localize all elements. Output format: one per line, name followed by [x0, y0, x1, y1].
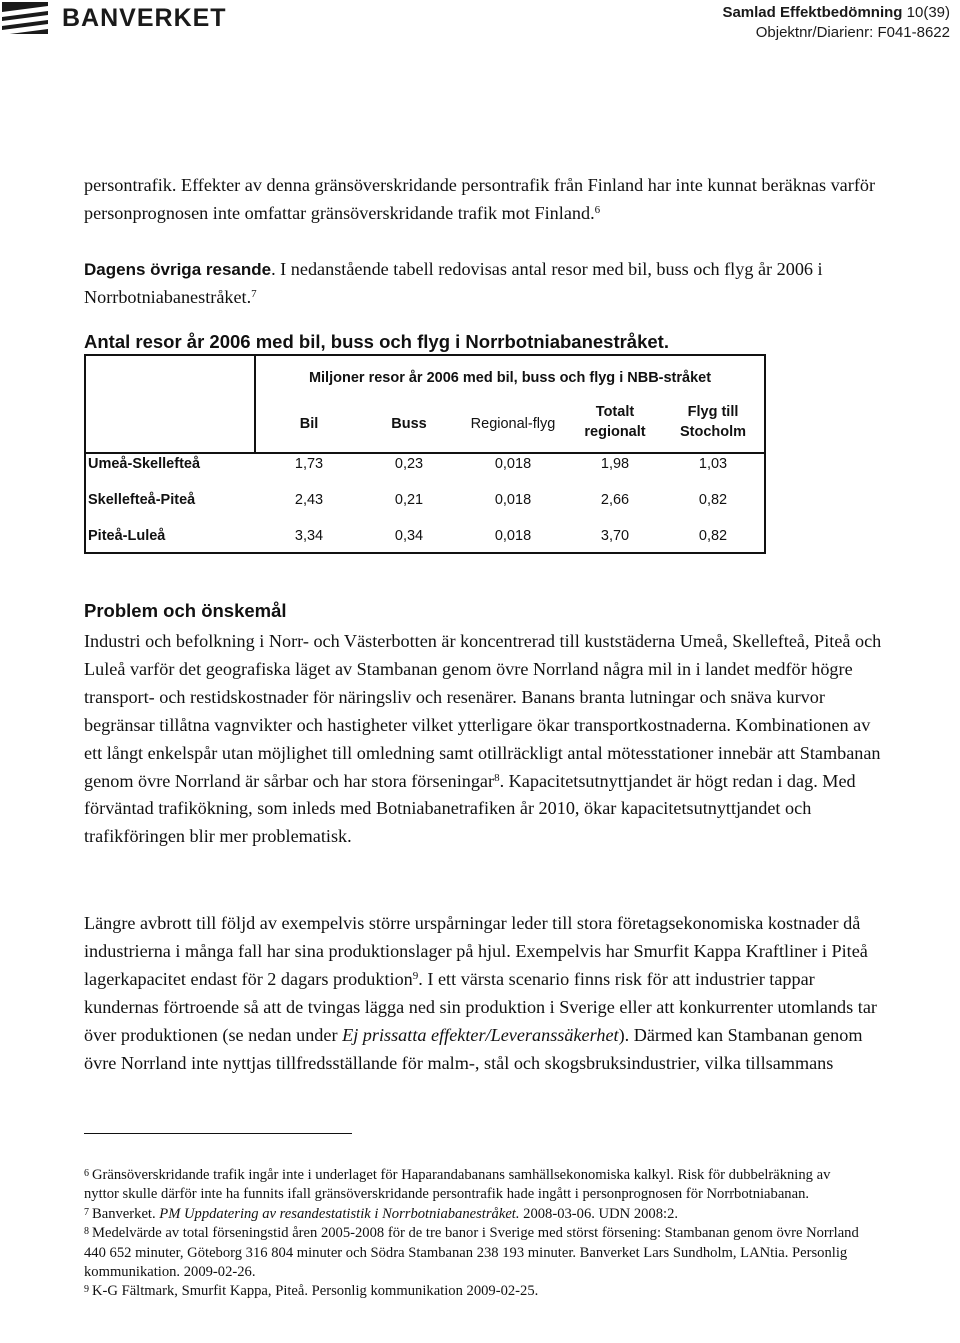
footnotes: [84, 1166, 864, 1302]
paragraph-avbrott: [84, 910, 884, 1077]
footnote-text: 2008-03-06. UDN 2008:2.: [519, 1205, 679, 1222]
footnote-8: [84, 1224, 864, 1282]
table-cell: 3,34: [294, 528, 324, 544]
doc-title: Samlad Effektbedömning: [722, 4, 903, 21]
table-cell: 2,66: [600, 492, 630, 508]
col-header-bil: Bil: [299, 416, 319, 432]
paragraph-intro: [84, 172, 884, 228]
row-label: Umeå-Skellefteå: [88, 456, 201, 472]
footnote-ref-8[interactable]: 8: [494, 771, 500, 784]
para1-text: persontrafik. Effekter av denna gränsöverskridande persontrafik från Finland har inte kunnat beräknas varför personprognosen inte omfattar gränsöverskridande trafik mot Finland.: [84, 175, 876, 223]
para3-text-b: . Kapacitetsutnyttjandet är högt redan i dag. Med förväntad trafikökning, som inleds med Botniabanetrafiken år 2010, ökar kapacitetsutnyttjandet och trafikföringen blir mer problematisk.: [84, 770, 856, 847]
logo-text: BANVERKET: [62, 4, 227, 32]
footnote-9: [84, 1282, 864, 1301]
table-cell: 2,43: [294, 492, 324, 508]
footnote-text: Gränsöverskridande trafik ingår inte i underlaget för Haparandabanans samhällsekonomiska kalkyl. Risk för dubbelräkning av nyttor skulle därför inte ha funnits ifall gränsöverskridande persontrafik hade ingått i personprognosen för Norrbotniabanan.: [84, 1167, 831, 1203]
footnote-ref-7[interactable]: 7: [251, 287, 257, 300]
table-cell: 0,34: [394, 528, 424, 544]
footnote-number: 7: [84, 1206, 89, 1218]
section-heading: Problem och önskemål: [84, 600, 287, 621]
banverket-logo-icon: [2, 2, 48, 34]
col-header-buss: Buss: [391, 416, 427, 432]
footnote-text: Medelvärde av total förseningstid åren 2005-2008 för de tre banor i Sverige med störst försening: Stambanan genom övre Norrland 440 652 minuter, Göteborg 316 804 minuter och Södra Stambanan 238 193 minuter. Banverket Lars Sundholm, LANtia. Personlig kommunikation. 2009-02-26.: [84, 1225, 859, 1281]
table-cell: 1,03: [698, 456, 728, 472]
footnote-italic: PM Uppdatering av resandestatistik i Norrbotniabanestråket.: [159, 1205, 520, 1222]
para4-text-c: ). Därmed kan Stambanan genom övre Norrland inte nyttjas tillfredsställande för malm-, stål och skogsbruksindustrier, vilka tillsammans: [84, 1024, 863, 1073]
paragraph-dagens-resande: [84, 256, 884, 312]
travel-table: [84, 354, 766, 554]
table-cell: 0,018: [494, 456, 532, 472]
col-header-totalt: Totalt regionalt: [584, 404, 646, 440]
document-header: [722, 3, 950, 43]
banverket-logo: [0, 0, 230, 38]
footnote-ref-9[interactable]: 9: [412, 969, 419, 982]
table-cell: 0,018: [494, 492, 532, 508]
footnote-number: 9: [84, 1284, 89, 1296]
para4-text-a: Längre avbrott till följd av exempelvis större urspårningar leder till stora företagsekonomiska kostnader då industrierna i många fall har sina produktionslager på hjul. Exempelvis har Smurfit Kappa Kraftliner i Piteå lagerkapacitet endast för 2 dagars produktion: [84, 913, 868, 989]
table-cell: 3,70: [600, 528, 630, 544]
row-label: Skellefteå-Piteå: [88, 492, 196, 508]
table-cell: 0,82: [698, 492, 728, 508]
para4-italic: Ej prissatta effekter/Leveranssäkerhet: [342, 1024, 619, 1045]
para2-text: . I nedanstående tabell redovisas antal resor med bil, buss och flyg år 2006 i Norrbotniabanestråket.: [84, 259, 823, 307]
table-cell: 0,21: [394, 492, 424, 508]
col-header-flyg-stockholm: Flyg till Stocholm: [679, 404, 747, 440]
footnote-number: 6: [84, 1168, 89, 1179]
table-cell: 0,23: [394, 456, 424, 472]
table-cell: 1,98: [600, 456, 630, 472]
row-label: Piteå-Luleå: [88, 528, 166, 544]
para2-bold: Dagens övriga resande: [84, 260, 272, 279]
table-divider-horizontal: [86, 452, 764, 454]
paragraph-problem: [84, 628, 884, 851]
footnote-text: K-G Fältmark, Smurfit Kappa, Piteå. Personlig kommunikation 2009-02-25.: [92, 1283, 539, 1300]
table-title: Miljoner resor år 2006 med bil, buss och flyg i NBB-stråket: [308, 370, 712, 386]
footnote-separator: [84, 1133, 352, 1134]
footnote-text: Banverket.: [92, 1205, 160, 1222]
table-cell: 0,82: [698, 528, 728, 544]
para4-text-b: . I ett värsta scenario finns risk för att industrier tappar kundernas förtroende så att de tvingas lägga ned sin produktion i Sverige eller att konkurrenter utomlands tar över produktionen (se nedan under: [84, 968, 877, 1045]
para3-text-a: Industri och befolkning i Norr- och Västerbotten är koncentrerad till kuststäderna Umeå, Skellefteå, Piteå och Luleå varför det geografiska läget av Stambanan genom övre Norrland några mil in i landet medför högre transport- och restidskostnader för näringsliv och resenärer. Banans branta lutningar och snäva kurvor begränsar tillåtna vagnvikter och hastigheter vilket ytterligare ökar transportkostnaderna. Kombinationen av ett långt enkelspår utan möjlighet till omledning samt otillräckligt antal mötesstationer innebär att Stambanan genom övre Norrland är sårbar och har stora förseningar: [84, 631, 882, 791]
table-heading: Antal resor år 2006 med bil, buss och flyg i Norrbotniabanestråket.: [84, 331, 669, 352]
table-cell: 1,73: [294, 456, 324, 472]
footnote-ref-6[interactable]: 6: [594, 203, 601, 216]
page-number: 10(39): [906, 4, 950, 21]
footnote-7: [84, 1205, 864, 1224]
col-header-regionalflyg: Regional-flyg: [470, 416, 556, 432]
reference-number: Objektnr/Diarienr: F041-8622: [755, 24, 950, 41]
footnote-6: [84, 1166, 864, 1205]
footnote-number: 8: [84, 1226, 89, 1238]
table-cell: 0,018: [494, 528, 532, 544]
